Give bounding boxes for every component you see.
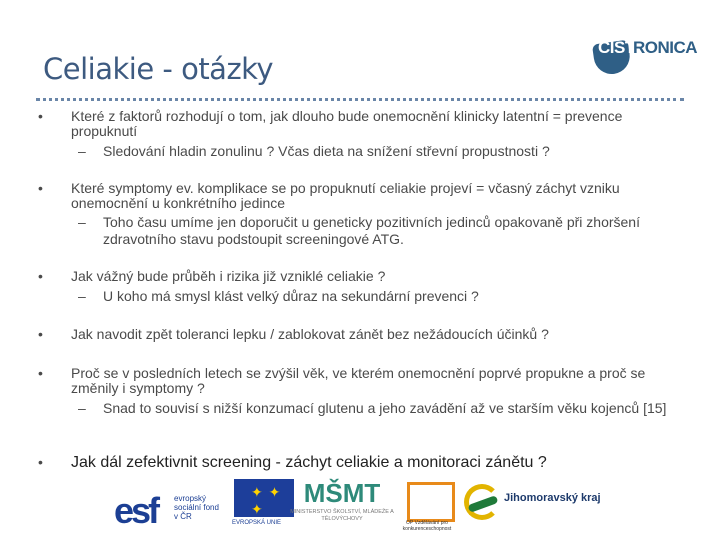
op-logo-icon [407, 482, 455, 522]
cistronica-logo [590, 28, 705, 78]
msmt-logo [287, 478, 397, 523]
esf-logo-text: evropský sociální fond v ČR [174, 494, 219, 521]
eu-label: EVROPSKÁ UNIE [232, 520, 282, 526]
logo-text-1: CIST [598, 38, 635, 57]
bullet-icon: • [38, 108, 43, 124]
title-divider [36, 98, 684, 101]
bullet-icon: • [38, 268, 43, 284]
dash-icon: – [78, 400, 86, 416]
bullet-5 [38, 365, 681, 396]
sub-bullet-text: Toho času umíme jen doporučit u geneticky pozitivních jedinců opakovaně při zhoršení zdravotního stavu podstoupit screeningové ATG. [103, 214, 640, 247]
bullet-icon: • [38, 180, 43, 196]
funding-logos [112, 476, 672, 531]
bullet-4 [38, 326, 681, 342]
bullet-icon: • [38, 365, 43, 381]
sub-bullet-3-1 [78, 287, 673, 305]
sub-bullet-text: Sledování hladin zonulinu ? Včas dieta na snížení střevní propustnosti ? [103, 143, 550, 159]
bullet-2 [38, 180, 681, 211]
msmt-logo-text: MINISTERSTVO ŠKOLSTVÍ, MLÁDEŽE A TĚLOVÝCHOVY [290, 509, 394, 522]
bullet-text: Které symptomy ev. komplikace se po propuknutí celiakie projeví = včasný záchyt vzniku onemocnění u konkrétního jedince [71, 180, 620, 211]
msmt-logo-mark: MŠMT [303, 478, 381, 508]
dash-icon: – [78, 214, 86, 230]
bullet-text: Jak vážný bude průběh i rizika již vzniklé celiakie ? [71, 268, 386, 284]
logo-text-2: RONICA [633, 38, 698, 57]
esf-logo [112, 480, 224, 531]
slide-title: Celiakie - otázky [43, 52, 274, 86]
jmk-logo-icon [464, 484, 496, 516]
bullet-6 [38, 454, 681, 471]
bullet-1 [38, 108, 681, 139]
bullet-text: Proč se v posledních letech se zvýšil věk, ve kterém onemocnění poprvé propukne a proč se změnily i symptomy ? [71, 365, 646, 396]
dash-icon: – [78, 288, 86, 304]
dash-icon: – [78, 143, 86, 159]
bullet-text: Které z faktorů rozhodují o tom, jak dlouho bude onemocnění klinicky latentní = prevence propuknutí [71, 108, 623, 139]
bullet-text: Jak navodit zpět toleranci lepku / zablokovat zánět bez nežádoucích účinků ? [71, 326, 549, 342]
bullet-icon: • [38, 326, 43, 342]
eu-flag-icon: ✦ ✦ ✦ [234, 479, 294, 517]
bullet-icon: • [38, 454, 43, 470]
esf-logo-mark: esf [114, 490, 158, 531]
bullet-3 [38, 268, 681, 284]
bullet-text: Jak dál zefektivnit screening - záchyt celiakie a monitoraci zánětu ? [71, 454, 547, 471]
sub-bullet-text: Snad to souvisí s nižší konzumací glutenu a jeho zavádění až ve starším věku kojenců [15] [103, 400, 667, 416]
sub-bullet-text: U koho má smysl klást velký důraz na sekundární prevenci ? [103, 288, 479, 304]
sub-bullet-2-1 [78, 214, 673, 248]
sub-bullet-1-1 [78, 142, 673, 160]
jmk-logo-text: Jihomoravský kraj [504, 492, 601, 504]
sub-bullet-5-1 [78, 400, 673, 417]
op-logo-text: OP Vzdělávání pro konkurenceschopnost [402, 520, 452, 532]
